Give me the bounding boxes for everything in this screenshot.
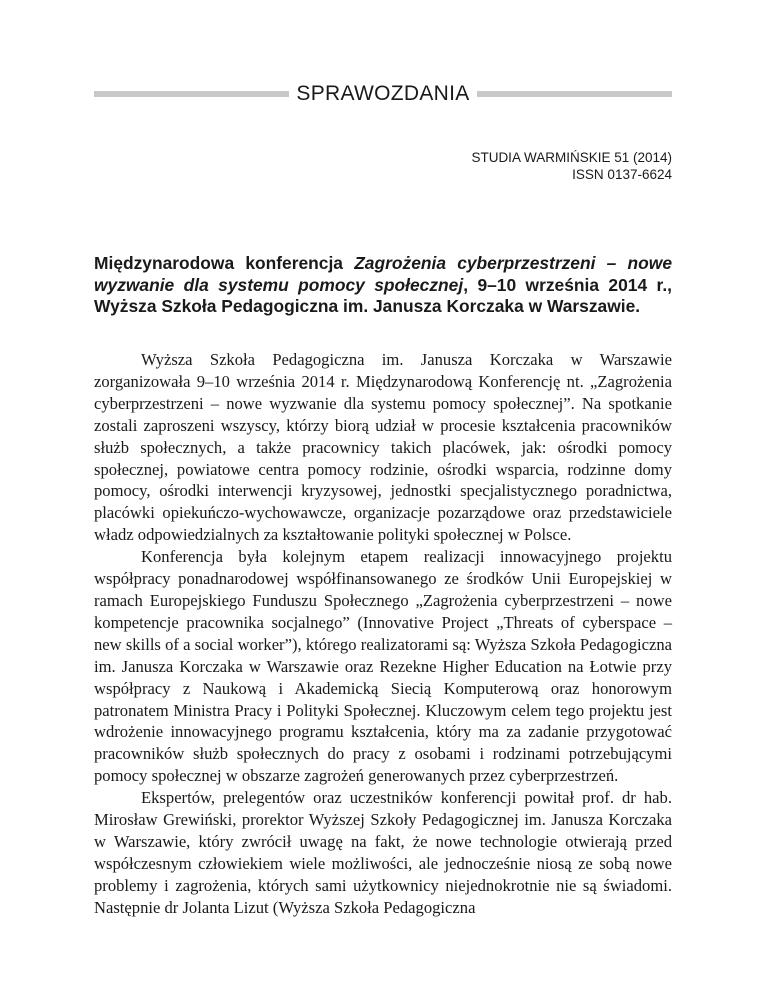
paragraph-1: Wyższa Szkoła Pedagogiczna im. Janusza Korczaka w Warszawie zorganizowała 9–10 września 2014 r. Międzynarodową Konferencję nt. „Zagrożenia cyberprzestrzeni – nowe wyzwanie dla systemu pomocy społecznej”. Na spotkanie zostali zaproszeni wszyscy, którzy biorą udział w procesie kształcenia pracowników służb społecznych, a także pracownicy takich placówek, jak: ośrodki pomocy społecznej, powiatowe centra pomocy rodzinie, ośrodki wsparcia, rodzinne domy pomocy, ośrodki interwencji kryzysowej, jednostki specjalistycznego poradnictwa, placówki opiekuńczo-wychowawcze, organizacje pozarządowe oraz przedstawiciele władz odpowiedzialnych za kształtowanie polityki społecznej w Polsce. bbox=[94, 350, 672, 545]
title-italic: Zagrożenia cyberprzestrzeni – nowe wyzwanie dla systemu pomocy społecznej bbox=[94, 253, 672, 295]
article-title bbox=[94, 253, 672, 318]
paragraph-3: Ekspertów, prelegentów oraz uczestników konferencji powitał prof. dr hab. Mirosław Grewiński, prorektor Wyższej Szkoły Pedagogicznej im. Janusza Korczaka w Warszawie, który zwrócił uwagę na fakt, że nowe technologie otwierają przed współczesnym człowiekiem wiele możliwości, ale jednocześnie niosą ze sobą nowe problemy i zagrożenia, których sami użytkownicy niejednokrotnie nie są świadomi. Następnie dr Jolanta Lizut (Wyższa Szkoła Pedagogiczna bbox=[94, 788, 672, 917]
section-header bbox=[94, 80, 672, 108]
header-rule-left bbox=[94, 91, 289, 97]
title-part-1: Międzynarodowa konferencja bbox=[94, 253, 355, 273]
journal-issn: ISSN 0137-6624 bbox=[572, 167, 672, 182]
journal-name: STUDIA WARMIŃSKIE 51 (2014) bbox=[471, 150, 672, 165]
paragraph-2: Konferencja była kolejnym etapem realizacji innowacyjnego projektu współpracy ponadnarodowej współfinansowanego ze środków Unii Europejskiej w ramach Europejskiego Funduszu Społecznego „Zagrożenia cyberprzestrzeni – nowe kompetencje pracownika socjalnego” (Innovative Project „Threats of cyberspace – new skills of a social worker”), którego realizatorami są: Wyższa Szkoła Pedagogiczna im. Janusza Korczaka w Warszawie oraz Rezekne Higher Education na Łotwie przy współpracy z Naukową i Akademicką Siecią Komputerową oraz honorowym patronatem Ministra Pracy i Polityki Społecznej. Kluczowym celem tego projektu jest wdrożenie innowacyjnego programu kształcenia, który ma za zadanie przygotować pracowników służb społecznych do pracy z osobami i rodzinami potrzebującymi pomocy społecznej w obszarze zagrożeń generowanych przez cyberprzestrzeń. bbox=[94, 547, 672, 786]
journal-meta bbox=[471, 149, 672, 183]
section-title: SPRAWOZDANIA bbox=[296, 82, 470, 105]
title-part-2: , 9–10 września 2014 r., Wyższa Szkoła Pedagogiczna im. Janusza Korczaka w Warszawie. bbox=[94, 274, 673, 316]
header-rule-right bbox=[477, 91, 672, 97]
article-body bbox=[94, 349, 672, 919]
